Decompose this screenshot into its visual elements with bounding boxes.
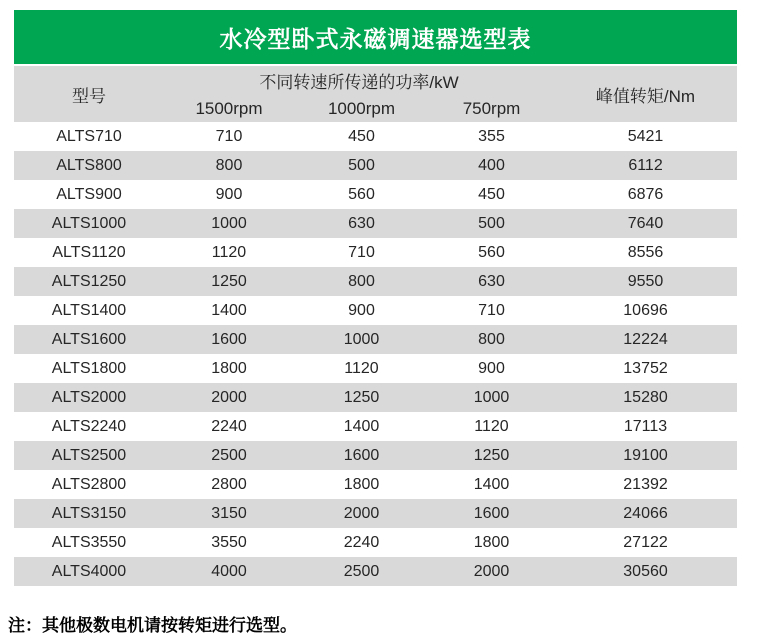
- cell-power-1000rpm: 2240: [294, 528, 429, 557]
- table-row: [14, 557, 737, 586]
- table-row: [14, 180, 737, 209]
- cell-power-1500rpm: 1800: [164, 354, 294, 383]
- table-row: [14, 441, 737, 470]
- table-row: [14, 151, 737, 180]
- cell-power-1000rpm: 1120: [294, 354, 429, 383]
- cell-power-1000rpm: 560: [294, 180, 429, 209]
- cell-power-1500rpm: 1250: [164, 267, 294, 296]
- cell-model: ALTS2500: [14, 441, 164, 470]
- cell-power-750rpm: 800: [429, 325, 554, 354]
- cell-model: ALTS900: [14, 180, 164, 209]
- cell-peak-torque: 10696: [554, 296, 737, 325]
- cell-model: ALTS4000: [14, 557, 164, 586]
- cell-power-750rpm: 1800: [429, 528, 554, 557]
- cell-power-750rpm: 450: [429, 180, 554, 209]
- cell-peak-torque: 30560: [554, 557, 737, 586]
- cell-peak-torque: 19100: [554, 441, 737, 470]
- page-title: 水冷型卧式永磁调速器选型表: [219, 25, 532, 52]
- table-row: [14, 499, 737, 528]
- table-row: [14, 470, 737, 499]
- cell-power-1000rpm: 1800: [294, 470, 429, 499]
- table-header: [14, 66, 737, 122]
- cell-power-1500rpm: 1000: [164, 209, 294, 238]
- cell-model: ALTS3550: [14, 528, 164, 557]
- table-row: [14, 412, 737, 441]
- table-row: [14, 267, 737, 296]
- column-header-1500rpm: 1500rpm: [164, 95, 294, 122]
- cell-peak-torque: 12224: [554, 325, 737, 354]
- cell-power-750rpm: 900: [429, 354, 554, 383]
- cell-power-1000rpm: 800: [294, 267, 429, 296]
- cell-power-1500rpm: 1600: [164, 325, 294, 354]
- cell-power-1500rpm: 2000: [164, 383, 294, 412]
- cell-peak-torque: 5421: [554, 122, 737, 151]
- cell-power-1000rpm: 630: [294, 209, 429, 238]
- cell-peak-torque: 9550: [554, 267, 737, 296]
- cell-power-1500rpm: 3550: [164, 528, 294, 557]
- cell-model: ALTS710: [14, 122, 164, 151]
- cell-power-1000rpm: 900: [294, 296, 429, 325]
- cell-peak-torque: 6112: [554, 151, 737, 180]
- cell-power-1500rpm: 1400: [164, 296, 294, 325]
- cell-power-1000rpm: 450: [294, 122, 429, 151]
- cell-power-1500rpm: 710: [164, 122, 294, 151]
- cell-power-1500rpm: 3150: [164, 499, 294, 528]
- cell-power-750rpm: 630: [429, 267, 554, 296]
- cell-power-1000rpm: 2000: [294, 499, 429, 528]
- cell-power-750rpm: 1120: [429, 412, 554, 441]
- cell-model: ALTS2240: [14, 412, 164, 441]
- cell-power-750rpm: 1600: [429, 499, 554, 528]
- cell-power-750rpm: 1250: [429, 441, 554, 470]
- cell-power-1000rpm: 500: [294, 151, 429, 180]
- cell-model: ALTS1000: [14, 209, 164, 238]
- cell-power-1000rpm: 1400: [294, 412, 429, 441]
- cell-power-1500rpm: 2500: [164, 441, 294, 470]
- cell-power-750rpm: 355: [429, 122, 554, 151]
- cell-power-1500rpm: 1120: [164, 238, 294, 267]
- table-body: [14, 122, 737, 586]
- table-row: [14, 209, 737, 238]
- column-header-model: 型号: [14, 66, 164, 122]
- cell-peak-torque: 17113: [554, 412, 737, 441]
- table-row: [14, 528, 737, 557]
- cell-power-1000rpm: 1600: [294, 441, 429, 470]
- column-header-power-group: 不同转速所传递的功率/kW: [164, 66, 554, 95]
- table-title-bar: [14, 10, 737, 64]
- cell-power-1500rpm: 2800: [164, 470, 294, 499]
- cell-power-750rpm: 400: [429, 151, 554, 180]
- cell-model: ALTS800: [14, 151, 164, 180]
- table-row: [14, 325, 737, 354]
- cell-power-1500rpm: 2240: [164, 412, 294, 441]
- table-row: [14, 122, 737, 151]
- cell-model: ALTS1600: [14, 325, 164, 354]
- cell-power-750rpm: 1400: [429, 470, 554, 499]
- header-group-row: [14, 66, 737, 95]
- cell-power-1000rpm: 2500: [294, 557, 429, 586]
- cell-model: ALTS1400: [14, 296, 164, 325]
- cell-power-1500rpm: 900: [164, 180, 294, 209]
- cell-peak-torque: 21392: [554, 470, 737, 499]
- cell-peak-torque: 6876: [554, 180, 737, 209]
- cell-model: ALTS3150: [14, 499, 164, 528]
- column-header-750rpm: 750rpm: [429, 95, 554, 122]
- cell-power-750rpm: 2000: [429, 557, 554, 586]
- table-row: [14, 238, 737, 267]
- cell-model: ALTS2800: [14, 470, 164, 499]
- footnote: 注：其他极数电机请按转矩进行选型。: [8, 616, 297, 635]
- cell-power-1000rpm: 1000: [294, 325, 429, 354]
- cell-model: ALTS1800: [14, 354, 164, 383]
- cell-power-750rpm: 710: [429, 296, 554, 325]
- cell-peak-torque: 8556: [554, 238, 737, 267]
- cell-peak-torque: 13752: [554, 354, 737, 383]
- cell-power-1500rpm: 800: [164, 151, 294, 180]
- table-row: [14, 296, 737, 325]
- cell-power-750rpm: 1000: [429, 383, 554, 412]
- cell-power-750rpm: 560: [429, 238, 554, 267]
- table-row: [14, 383, 737, 412]
- cell-model: ALTS1120: [14, 238, 164, 267]
- cell-power-1000rpm: 710: [294, 238, 429, 267]
- table-row: [14, 354, 737, 383]
- cell-power-750rpm: 500: [429, 209, 554, 238]
- cell-model: ALTS1250: [14, 267, 164, 296]
- spec-table: [14, 66, 737, 586]
- cell-power-1000rpm: 1250: [294, 383, 429, 412]
- cell-peak-torque: 27122: [554, 528, 737, 557]
- cell-power-1500rpm: 4000: [164, 557, 294, 586]
- cell-model: ALTS2000: [14, 383, 164, 412]
- cell-peak-torque: 7640: [554, 209, 737, 238]
- column-header-torque: 峰值转矩/Nm: [554, 66, 737, 122]
- column-header-1000rpm: 1000rpm: [294, 95, 429, 122]
- cell-peak-torque: 15280: [554, 383, 737, 412]
- cell-peak-torque: 24066: [554, 499, 737, 528]
